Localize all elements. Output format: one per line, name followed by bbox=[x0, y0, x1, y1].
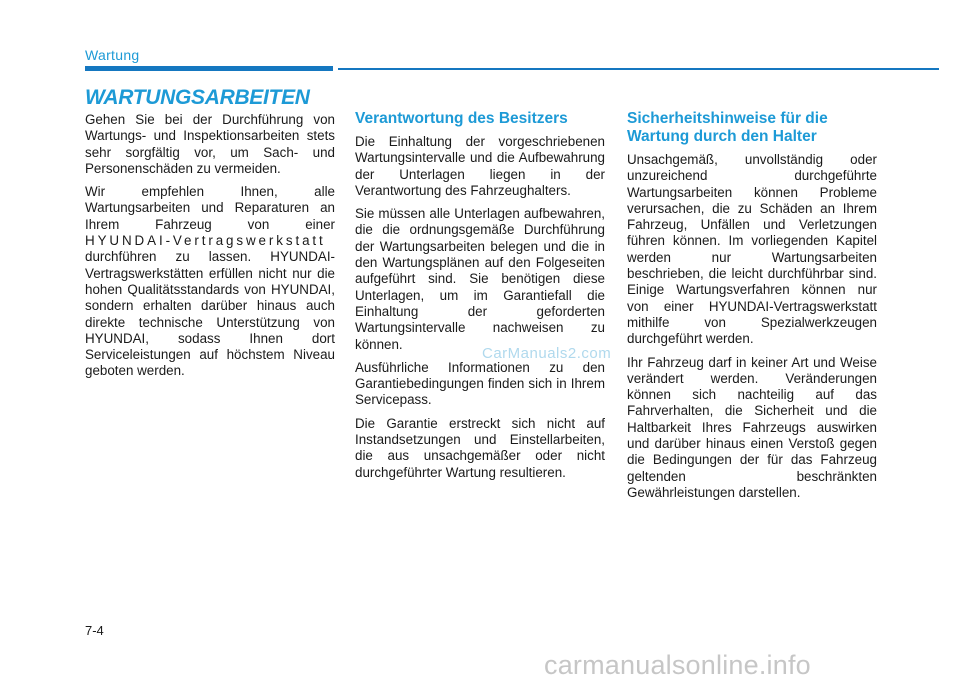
safety-notes-heading: Sicherheitshinweise für die Wartung durch den Halter bbox=[627, 110, 828, 145]
owner-paragraph-1: Die Einhaltung der vorgeschriebenen Wartungsintervalle und die Aufbewahrung der Unterlagen liegen in der Verantwortung des Fahrzeughalters. bbox=[355, 134, 605, 198]
page-number: 7-4 bbox=[85, 623, 104, 638]
column-intro bbox=[85, 112, 335, 387]
watermark-overlay: CarManuals2.com bbox=[482, 345, 612, 362]
owner-paragraph-2: Sie müssen alle Unterlagen aufbewahren, die die ordnungsgemäße Durchführung der Wartungsarbeiten belegen und die in den Wartungsplänen auf den Folgeseiten aufgeführt sind. Sie benötigen diese Unterlagen, um im Garantiefall die Einhaltung der geforderten Wartungsintervalle nachweisen zu können. bbox=[355, 206, 605, 352]
page-title: WARTUNGSARBEITEN bbox=[85, 86, 310, 109]
owner-responsibility-heading: Verantwortung des Besitzers bbox=[355, 110, 568, 127]
safety-paragraph-1: Unsachgemäß, unvollständig oder unzureichend durchgeführte Wartungsarbeiten können Probleme verursachen, die zu Schäden an Ihrem Fahrzeug, Unfällen und Verletzungen führen können. Im vorliegenden Kapitel werden nur Wartungsarbeiten beschrieben, die leicht durchführbar sind. Einige Wartungsverfahren können nur von einer HYUNDAI-Vertragswerkstatt mithilfe von Spezialwerkzeugen durchgeführt werden. bbox=[627, 152, 877, 347]
intro-paragraph-2-workshop: HYUNDAI-Vertragswerkstatt bbox=[85, 233, 326, 249]
section-label: Wartung bbox=[85, 47, 140, 63]
owner-paragraph-3: Ausführliche Informationen zu den Garantiebedingungen finden sich in Ihrem Servicepass. bbox=[355, 359, 605, 408]
footer-watermark: carmanualsonline.info bbox=[544, 650, 811, 680]
owner-paragraph-4: Die Garantie erstreckt sich nicht auf Instandsetzungen und Einstellarbeiten, die aus unsachgemäßer oder nicht durchgeführter Wartung resultieren. bbox=[355, 415, 605, 480]
intro-paragraph-2-start: Wir empfehlen Ihnen, alle Wartungsarbeiten und Reparaturen an Ihrem Fahrzeug von einer bbox=[85, 184, 335, 232]
header-rule-thick bbox=[85, 66, 333, 71]
column-owner-responsibility bbox=[355, 110, 605, 488]
safety-paragraph-2: Ihr Fahrzeug darf in keiner Art und Weise verändert werden. Veränderungen können sich nachteilig auf das Fahrverhalten, die Sicherheit und die Haltbarkeit Ihres Fahrzeugs auswirken und darüber hinaus einen Verstoß gegen die Bedingungen der für das Fahrzeug geltenden beschränkten Gewährleistungen darstellen. bbox=[627, 354, 877, 500]
intro-paragraph-2-end: durchführen zu lassen. HYUNDAI-Vertragswerkstätten erfüllen nicht nur die hohen Qualitätsstandards von HYUNDAI, sondern erhalten darüber hinaus auch direkte technische Unterstützung von HYUNDAI, sodass Ihnen dort Serviceleistungen auf höchstem Niveau geboten werden. bbox=[85, 249, 335, 379]
intro-paragraph-1: Gehen Sie bei der Durchführung von Wartungs- und Inspektionsarbeiten stets sehr sorgfältig vor, um Sach- und Personenschäden zu vermeiden. bbox=[85, 112, 335, 176]
header-rule-thin bbox=[338, 68, 939, 70]
intro-paragraph-2 bbox=[85, 184, 335, 380]
column-safety-notes bbox=[627, 110, 877, 508]
